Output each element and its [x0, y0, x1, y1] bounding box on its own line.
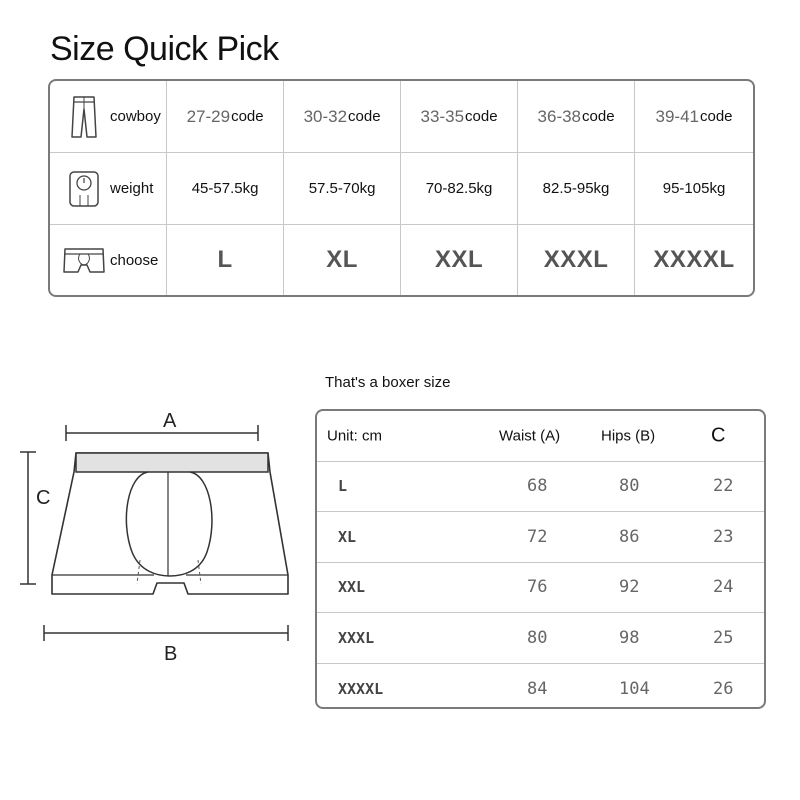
weight-cell [635, 153, 753, 224]
hips-cell: 86 [619, 526, 640, 547]
range-cell [401, 81, 518, 152]
boxer-size-table [315, 409, 766, 709]
page-title: Size Quick Pick [50, 30, 279, 68]
size-value: XXL [434, 246, 484, 273]
range-cell [635, 81, 753, 152]
row-header-choose [50, 225, 167, 295]
weight-cell [284, 153, 401, 224]
column-header-c: C [711, 424, 726, 447]
boxer-outline-icon [0, 400, 300, 680]
size-cell [401, 225, 518, 295]
row-header-cowboy [50, 81, 167, 152]
range-value: 39-41 [655, 106, 699, 126]
waist-cell: 72 [527, 526, 548, 547]
weight-value: 82.5-95kg [542, 180, 610, 197]
table-row [317, 613, 764, 664]
hips-cell: 92 [619, 577, 640, 598]
c-cell: 24 [713, 577, 734, 598]
table-row [317, 563, 764, 614]
size-cell [635, 225, 753, 295]
size-cell [518, 225, 635, 295]
waist-cell: 68 [527, 476, 548, 497]
waist-cell: 76 [527, 577, 548, 598]
quick-pick-table [48, 79, 755, 297]
row-label-choose: choose [110, 251, 159, 269]
size-value: XXXXL [653, 246, 735, 273]
weight-cell [167, 153, 284, 224]
table-header-row [317, 411, 764, 462]
code-label: code [582, 108, 615, 125]
c-cell: 25 [713, 627, 734, 648]
range-value: 36-38 [537, 106, 582, 126]
quick-pick-row-weight [50, 153, 753, 225]
table-row [317, 664, 764, 710]
size-value: XL [326, 246, 358, 273]
code-label: code [699, 108, 733, 125]
weight-value: 95-105kg [662, 180, 726, 197]
weight-value: 70-82.5kg [425, 180, 493, 197]
column-header-hips: Hips (B) [601, 427, 656, 445]
range-value: 33-35 [420, 106, 465, 126]
row-label-weight: weight [110, 180, 154, 197]
size-cell [284, 225, 401, 295]
c-cell: 22 [713, 476, 734, 497]
table-row [317, 512, 764, 563]
pants-icon [62, 95, 106, 139]
weight-cell [518, 153, 635, 224]
table-row [317, 462, 764, 513]
range-value: 27-29 [186, 106, 231, 126]
size-value: L [217, 246, 233, 273]
dimension-label-c: C [36, 487, 51, 509]
quick-pick-row-choose [50, 225, 753, 295]
hips-cell: 98 [619, 627, 640, 648]
range-cell [167, 81, 284, 152]
dimension-label-a: A [163, 410, 177, 432]
c-cell: 26 [713, 678, 734, 699]
weight-cell [401, 153, 518, 224]
boxer-diagram [0, 400, 300, 680]
column-header-unit: Unit: cm [327, 427, 383, 445]
c-cell: 23 [713, 526, 734, 547]
range-cell [518, 81, 635, 152]
size-cell: XXXL [338, 628, 375, 647]
size-cell: XXL [338, 578, 366, 597]
size-cell: L [338, 477, 348, 496]
boxer-icon [62, 238, 106, 282]
hips-cell: 104 [619, 678, 650, 699]
code-label: code [465, 108, 498, 125]
size-cell: XL [338, 527, 357, 546]
size-cell: XXXXL [338, 679, 384, 698]
range-cell [284, 81, 401, 152]
waist-cell: 84 [527, 678, 548, 699]
row-header-weight [50, 153, 167, 224]
quick-pick-row-cowboy [50, 81, 753, 153]
dimension-label-b: B [164, 643, 178, 665]
waist-cell: 80 [527, 627, 548, 648]
weight-value: 45-57.5kg [191, 180, 259, 197]
code-label: code [348, 108, 381, 125]
size-value: XXXL [543, 246, 609, 273]
row-label-cowboy: cowboy [110, 108, 161, 125]
range-value: 30-32 [303, 106, 348, 126]
hips-cell: 80 [619, 476, 640, 497]
code-label: code [231, 108, 264, 125]
size-cell [167, 225, 284, 295]
boxer-table-caption: That's a boxer size [325, 374, 451, 391]
column-header-waist: Waist (A) [499, 427, 561, 445]
scale-icon [62, 167, 106, 211]
weight-value: 57.5-70kg [308, 180, 376, 197]
